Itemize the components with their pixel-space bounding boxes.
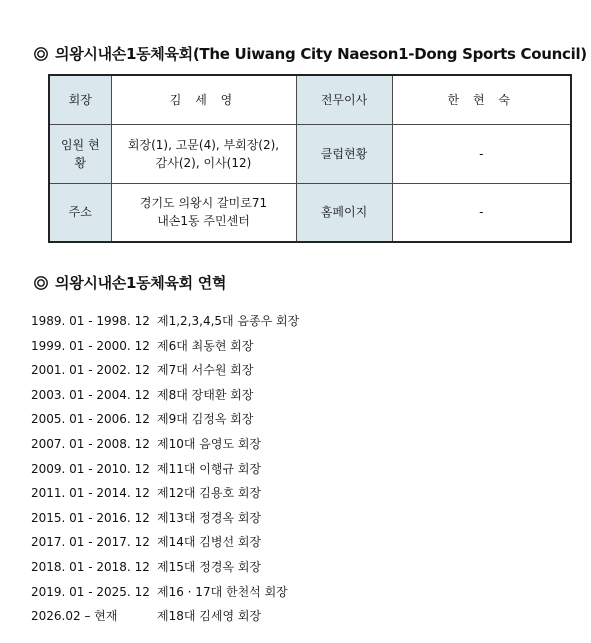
- list-item: [31, 604, 299, 629]
- history-desc: 제18대 김세영 회장: [157, 609, 262, 624]
- list-item: [31, 530, 299, 555]
- table-row: [49, 75, 571, 124]
- history-period: 2018. 01 - 2018. 12: [31, 559, 150, 574]
- list-item: [31, 506, 299, 531]
- history-desc: 제1,2,3,4,5대 음종우 회장: [157, 314, 300, 328]
- double-circle-bullet-icon: [34, 276, 48, 290]
- list-item: [31, 432, 299, 457]
- value-cell-executive-director: 한 현 숙: [392, 75, 571, 124]
- value-cell-chairman: 김 세 영: [111, 75, 296, 124]
- history-desc: 제12대 김용호 회장: [157, 486, 262, 501]
- history-period: 2017. 01 - 2017. 12: [31, 535, 150, 550]
- value-cell-homepage: -: [392, 183, 571, 242]
- history-desc: 제8대 장태환 회장: [157, 387, 254, 402]
- label-cell-officers: 임원 현황: [49, 124, 111, 183]
- history-desc: 제13대 정경옥 회장: [157, 510, 262, 525]
- history-period: 2005. 01 - 2006. 12: [31, 412, 150, 427]
- label-cell-homepage: 홈페이지: [296, 183, 392, 242]
- list-item: [31, 555, 299, 580]
- history-period: 2026.02 – 현재: [31, 609, 118, 624]
- label-cell-clubs: 클럽현황: [296, 124, 392, 183]
- value-cell-address: [111, 183, 296, 242]
- list-item: [31, 383, 299, 408]
- history-period: 2011. 01 - 2014. 12: [31, 486, 150, 501]
- history-desc: 제16 · 17대 한천석 회장: [157, 584, 288, 599]
- value-cell-clubs: -: [392, 124, 571, 183]
- label-cell-executive-director: 전무이사: [296, 75, 392, 124]
- address-line-2: 내손1동 주민센터: [157, 214, 250, 229]
- list-item: [31, 457, 299, 482]
- section-title-text: 의왕시내손1동체육회(The Uiwang City Naeson1-Dong Sports Council): [55, 45, 587, 63]
- address-line-1: 경기도 의왕시 갈미로71: [139, 196, 268, 211]
- history-desc: 제9대 김정옥 회장: [157, 412, 254, 427]
- list-item: [31, 407, 299, 432]
- double-circle-bullet-icon: [34, 47, 48, 61]
- history-desc: 제11대 이행규 회장: [157, 461, 262, 476]
- history-desc: 제14대 김병선 회장: [157, 535, 262, 550]
- history-period: 2015. 01 - 2016. 12: [31, 510, 150, 525]
- history-period: 1989. 01 - 1998. 12: [31, 314, 150, 328]
- history-period: 2009. 01 - 2010. 12: [31, 461, 150, 476]
- section-title-text: 의왕시내손1동체육회 연혁: [55, 274, 227, 292]
- officers-line-1: 회장(1), 고문(4), 부회장(2),: [127, 137, 280, 152]
- value-cell-officers: [111, 124, 296, 183]
- list-item: [31, 334, 299, 359]
- label-cell-address: 주소: [49, 183, 111, 242]
- history-desc: 제7대 서수원 회장: [157, 363, 254, 378]
- section-title-history: [34, 272, 226, 293]
- council-info-table: [48, 74, 572, 243]
- table-row: [49, 183, 571, 242]
- history-desc: 제6대 최동현 회장: [157, 338, 254, 353]
- history-period: 1999. 01 - 2000. 12: [31, 338, 150, 353]
- history-desc: 제15대 정경옥 회장: [157, 559, 262, 574]
- table-row: [49, 124, 571, 183]
- history-period: 2019. 01 - 2025. 12: [31, 584, 150, 599]
- history-list: [31, 309, 299, 629]
- officers-line-2: 감사(2), 이사(12): [155, 155, 252, 170]
- history-period: 2007. 01 - 2008. 12: [31, 436, 150, 451]
- label-cell-chairman: 회장: [49, 75, 111, 124]
- list-item: [31, 481, 299, 506]
- history-desc: 제10대 음영도 회장: [157, 436, 262, 451]
- section-title-council: [34, 43, 587, 64]
- list-item: [31, 580, 299, 605]
- list-item: [31, 309, 299, 334]
- history-period: 2001. 01 - 2002. 12: [31, 363, 150, 378]
- list-item: [31, 358, 299, 383]
- history-period: 2003. 01 - 2004. 12: [31, 387, 150, 402]
